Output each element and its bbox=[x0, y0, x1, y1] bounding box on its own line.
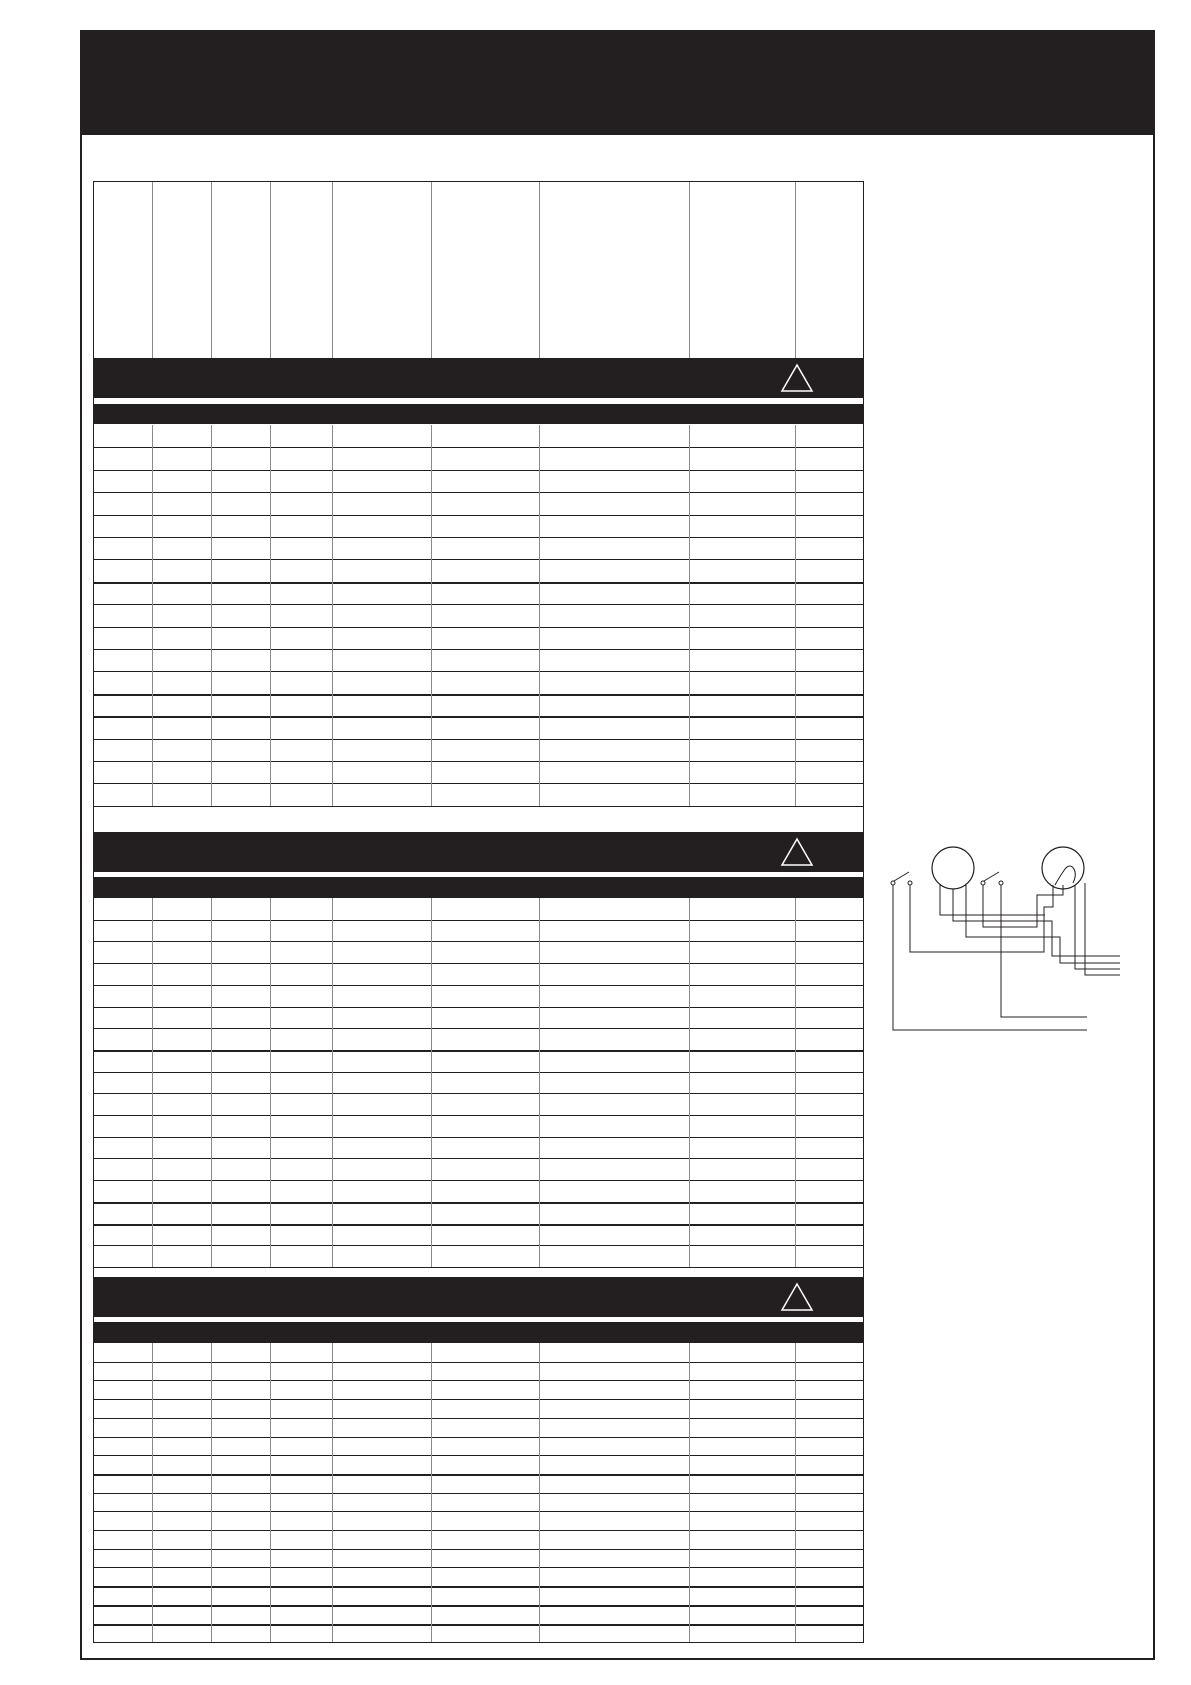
table-rule bbox=[94, 1605, 863, 1607]
section-subband bbox=[94, 877, 863, 898]
column-rule bbox=[431, 425, 432, 806]
column-rule bbox=[795, 182, 796, 358]
table-grid bbox=[94, 182, 863, 1642]
column-rule bbox=[211, 182, 212, 358]
table-rule bbox=[94, 694, 863, 696]
column-rule bbox=[152, 1343, 153, 1642]
column-rule bbox=[270, 182, 271, 358]
table-rule bbox=[94, 1530, 863, 1531]
table-rule bbox=[94, 1362, 863, 1363]
table-rule bbox=[94, 1624, 863, 1626]
wiring-diagram-icon bbox=[885, 845, 1125, 1040]
column-rule bbox=[152, 425, 153, 806]
column-rule bbox=[152, 898, 153, 1267]
table-rule bbox=[94, 1455, 863, 1456]
table-rule bbox=[94, 582, 863, 584]
table-rule bbox=[94, 537, 863, 538]
column-rule bbox=[332, 425, 333, 806]
column-rule bbox=[152, 182, 153, 358]
column-rule bbox=[211, 425, 212, 806]
column-rule bbox=[539, 425, 540, 806]
column-rule bbox=[332, 182, 333, 358]
column-rule bbox=[211, 898, 212, 1267]
column-rule bbox=[270, 898, 271, 1267]
table-rule bbox=[94, 1567, 863, 1568]
table-rule bbox=[94, 1418, 863, 1419]
table-rule bbox=[94, 739, 863, 740]
section-band bbox=[94, 1277, 863, 1317]
column-rule bbox=[270, 425, 271, 806]
column-rule bbox=[270, 1343, 271, 1642]
table-rule bbox=[94, 963, 863, 964]
column-rule bbox=[795, 425, 796, 806]
table-rule bbox=[94, 1267, 863, 1268]
column-rule bbox=[211, 1343, 212, 1642]
table-rule bbox=[94, 1050, 863, 1052]
table-rule bbox=[94, 604, 863, 605]
table-rule bbox=[94, 1115, 863, 1116]
table-rule bbox=[94, 1007, 863, 1008]
column-rule bbox=[539, 1343, 540, 1642]
table-rule bbox=[94, 559, 863, 560]
table-rule bbox=[94, 1072, 863, 1073]
warning-triangle-icon bbox=[780, 837, 814, 867]
warning-triangle-icon bbox=[780, 363, 814, 393]
column-rule bbox=[431, 898, 432, 1267]
section-band bbox=[94, 832, 863, 872]
table-rule bbox=[94, 1399, 863, 1400]
table-rule bbox=[94, 447, 863, 448]
table-rule bbox=[94, 806, 863, 807]
column-rule bbox=[689, 425, 690, 806]
table-rule bbox=[94, 1224, 863, 1226]
column-rule bbox=[795, 1343, 796, 1642]
column-rule bbox=[689, 1343, 690, 1642]
table-rule bbox=[94, 515, 863, 516]
table-rule bbox=[94, 985, 863, 986]
column-rule bbox=[689, 898, 690, 1267]
table-rule bbox=[94, 1437, 863, 1438]
table-rule bbox=[94, 1549, 863, 1550]
table-rule bbox=[94, 716, 863, 718]
column-rule bbox=[332, 1343, 333, 1642]
warning-triangle-icon bbox=[780, 1282, 814, 1312]
table-rule bbox=[94, 1137, 863, 1138]
spec-table bbox=[93, 181, 864, 1643]
table-rule bbox=[94, 1380, 863, 1381]
column-rule bbox=[539, 898, 540, 1267]
section-subband bbox=[94, 1322, 863, 1343]
table-rule bbox=[94, 783, 863, 784]
column-rule bbox=[332, 898, 333, 1267]
table-rule bbox=[94, 671, 863, 672]
table-rule bbox=[94, 1093, 863, 1094]
table-rule bbox=[94, 649, 863, 650]
table-rule bbox=[94, 1586, 863, 1588]
table-rule bbox=[94, 920, 863, 921]
table-rule bbox=[94, 941, 863, 942]
table-rule bbox=[94, 470, 863, 471]
table-rule bbox=[94, 761, 863, 762]
table-rule bbox=[94, 1202, 863, 1204]
section-band bbox=[94, 358, 863, 398]
table-rule bbox=[94, 1493, 863, 1494]
column-rule bbox=[795, 898, 796, 1267]
table-rule bbox=[94, 492, 863, 493]
section-subband bbox=[94, 404, 863, 424]
table-rule bbox=[94, 1245, 863, 1246]
table-rule bbox=[94, 1028, 863, 1029]
table-rule bbox=[94, 1180, 863, 1181]
column-rule bbox=[431, 1343, 432, 1642]
column-rule bbox=[539, 182, 540, 358]
table-rule bbox=[94, 1511, 863, 1512]
column-rule bbox=[689, 182, 690, 358]
header-bar bbox=[82, 32, 1153, 135]
table-rule bbox=[94, 1158, 863, 1159]
column-rule bbox=[431, 182, 432, 358]
table-rule bbox=[94, 627, 863, 628]
table-rule bbox=[94, 1474, 863, 1476]
